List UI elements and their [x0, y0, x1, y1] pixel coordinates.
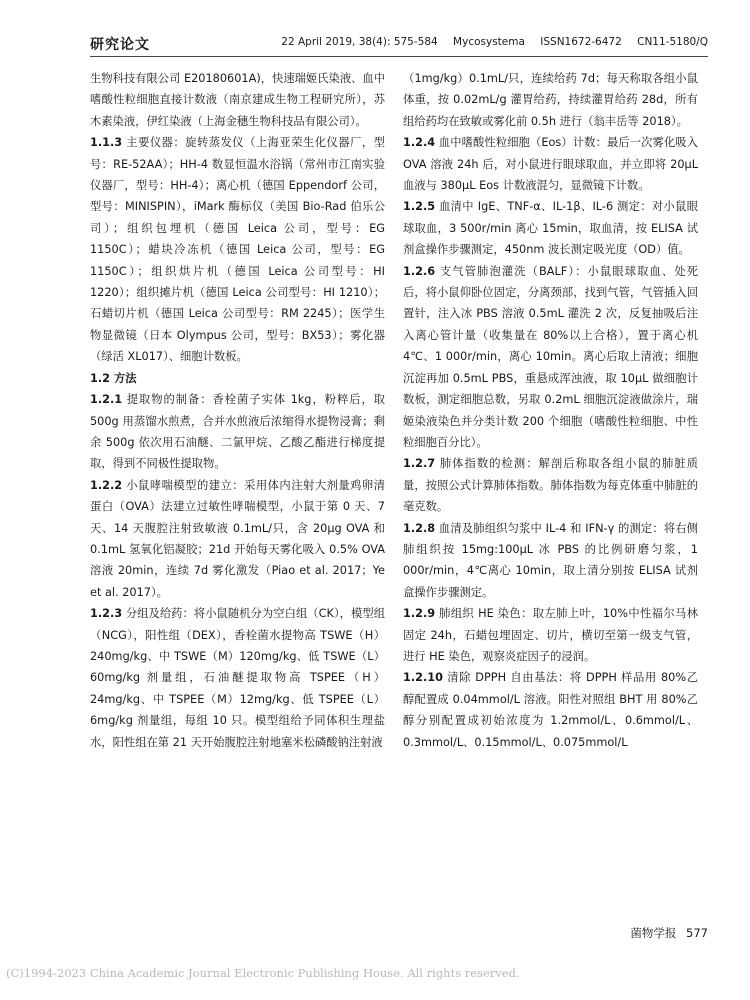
- date-volume: 22 April 2019, 38(4): 575-584: [281, 36, 438, 48]
- paragraph: [403, 261, 698, 454]
- left-column: [90, 68, 385, 753]
- page-number: 577: [686, 926, 708, 940]
- paragraph: [403, 603, 698, 667]
- paragraph: [90, 475, 385, 603]
- subsection-number: 1.2.5: [403, 200, 436, 214]
- section-label: 研究论文: [90, 37, 150, 53]
- cn-number: CN11-5180/Q: [637, 36, 708, 48]
- header-divider: [90, 56, 708, 57]
- paragraph: [90, 389, 385, 475]
- subsection-number: 1.2.3: [90, 607, 123, 621]
- paragraph-text: 主要仪器：旋转蒸发仪（上海亚荣生化仪器厂，型号：RE-52AA）；HH-4 数显恒温水浴锅（常州市江南实验仪器厂，型号：HH-4）；离心机（德国 Eppendorf 公司，型号：MINISPIN），iMark 酶标仪（美国 Bio-Rad 伯乐公司）；组织包埋机（德国 Leica 公司，型号：EG 1150C）；蜡块冷冻机（德国 Leica 公司，型号：EG 1150C）；组织烘片机（德国 Leica 公司型号：HI 1220）；组织摊片机（德国 Leica 公司型号：HI 1210）；石蜡切片机（德国 Leica 公司型号：RM 2245）；医学生物显微镜（日本 Olympus 公司，型号：BX53）；雾化器（绿活 XL017）、细胞计数板。: [90, 136, 385, 364]
- journal-info: [269, 36, 708, 48]
- paragraph-text: 小鼠哮喘模型的建立：采用体内注射大剂量鸡卵清蛋白（OVA）法建立过敏性哮喘模型，小鼠于第 0 天、7 天、14 天腹腔注射致敏液 0.1mL/只，含 20μg OVA 和 0.1mL 氢氧化铝凝胶；21d 开始每天雾化吸入 0.5% OVA 溶液 20min，连续 7d 雾化激发（Piao et al. 2017；Ye et al. 2017）。: [90, 478, 385, 599]
- subsection-number: 1.1.3: [90, 136, 123, 150]
- subsection-number: 1.2.2: [90, 478, 123, 492]
- section-heading: 1.2 方法: [90, 371, 137, 385]
- footer-journal-name: 菌物学报: [630, 926, 677, 940]
- paragraph: [403, 518, 698, 604]
- paragraph: [403, 667, 698, 753]
- subsection-number: 1.2.6: [403, 264, 436, 278]
- subsection-number: 1.2.8: [403, 521, 436, 535]
- paragraph: [403, 68, 698, 132]
- paragraph-text: 生物科技有限公司 E20180601A)，快速瑞姬氏染液、血中嗜酸性粒细胞直接计数液（南京建成生物工程研究所），苏木素染液，伊红染液（上海金穗生物科技品有限公司）。: [90, 72, 386, 128]
- page-footer: [630, 925, 708, 941]
- paragraph-text: 清除 DPPH 自由基法：将 DPPH 样品用 80%乙醇配置成 0.04mmol/L 溶液。阳性对照组 BHT 用 80%乙醇分别配置成初始浓度为 1.2mmol/L、0.6mmol/L、0.3mmol/L、0.15mmol/L、0.075mmol/L: [403, 671, 699, 749]
- right-column: [403, 68, 698, 753]
- paragraph-text: （1mg/kg）0.1mL/只，连续给药 7d；每天称取各组小鼠体重，按 0.02mL/g 灌胃给药，持续灌胃给药 28d，所有组给药均在致敏或雾化前 0.5h 进行（翁丰岳等 2018）。: [403, 72, 698, 128]
- paragraph: [403, 132, 698, 196]
- page-header: [90, 30, 708, 56]
- paragraph: [90, 68, 385, 132]
- paragraph: [90, 603, 385, 753]
- paragraph-text: 血中嗜酸性粒细胞（Eos）计数：最后一次雾化吸入 OVA 溶液 24h 后，对小鼠进行眼球取血，并立即将 20μL 血液与 380μL Eos 计数液混匀，显微镜下计数。: [403, 136, 698, 193]
- paragraph-text: 血清中 IgE、TNF-α、IL-1β、IL-6 测定：对小鼠眼球取血，3 500r/min 离心 15min，取血清，按 ELISA 试剂盒操作步骤测定，450nm 波长测定吸光度（OD）值。: [403, 200, 698, 257]
- copyright-notice: (C)1994-2023 China Academic Journal Electronic Publishing House. All rights reserved.: [6, 966, 520, 980]
- paragraph-text: 分组及给药：将小鼠随机分为空白组（CK），模型组（NCG），阳性组（DEX），香栓菌水提物高 TSWE（H）240mg/kg、中 TSWE（M）120mg/kg、低 TSWE（L）60mg/kg 剂量组，石油醚提取物高 TSPEE（H）24mg/kg、中 TSPEE（M）12mg/kg、低 TSPEE（L）6mg/kg 剂量组，每组 10 只。模型组给予同体积生理盐水，阳性组在第 21 天开始腹腔注射地塞米松磷酸钠注射液: [90, 607, 385, 749]
- subsection-number: 1.2.9: [403, 607, 436, 621]
- subsection-number: 1.2.10: [403, 671, 444, 685]
- paragraph-text: 肺组织 HE 染色：取左肺上叶，10%中性福尔马林固定 24h，石蜡包埋固定、切片，横切至第一级支气管，进行 HE 染色，观察炎症因子的浸润。: [403, 607, 698, 663]
- paragraph-text: 血清及肺组织匀浆中 IL-4 和 IFN-γ 的测定：将右侧肺组织按 15mg:100μL 冰 PBS 的比例研磨匀浆，1 000r/min，4℃离心 10min，取上清分别按 ELISA 试剂盒操作步骤测定。: [403, 521, 698, 599]
- paragraph: [90, 132, 385, 367]
- paragraph: [403, 196, 698, 260]
- subsection-number: 1.2.7: [403, 457, 436, 471]
- issn: ISSN1672-6472: [540, 36, 622, 48]
- paragraph: [403, 453, 698, 517]
- paragraph-text: 肺体指数的检测：解剖后称取各组小鼠的肺脏质量，按照公式计算肺体指数。肺体指数为每克体重中肺脏的毫克数。: [403, 457, 698, 514]
- subsection-number: 1.2.1: [90, 393, 123, 407]
- paragraph-text: 提取物的制备：香栓菌子实体 1kg，粉粹后，取 500g 用蒸馏水煎煮，合并水煎液后浓缩得水提物浸膏；剩余 500g 依次用石油醚、二氯甲烷、乙酸乙酯进行梯度提取，得到不同极性提取物。: [90, 393, 386, 471]
- journal-name: Mycosystema: [453, 36, 525, 48]
- subsection-number: 1.2.4: [403, 136, 436, 150]
- paragraph-text: 支气管肺泡灌洗（BALF）：小鼠眼球取血、处死后，将小鼠仰卧位固定，分离颈部，找到气管，气管插入回置针，注入冰 PBS 溶液 0.5mL 灌洗 2 次，反复抽吸后注入离心管计量（收集量在 80%以上合格），置于离心机 4℃、1 000r/min，离心 10min。离心后取上清液；细胞沉淀再加 0.5mL PBS，重悬成浑浊液，取 10μL 做细胞计数板，测定细胞总数，另取 0.2mL 细胞沉淀液做涂片，瑞姬染液染色并分类计数 200 个细胞（嗜酸性粒细胞、中性粒细胞百分比）。: [403, 264, 699, 449]
